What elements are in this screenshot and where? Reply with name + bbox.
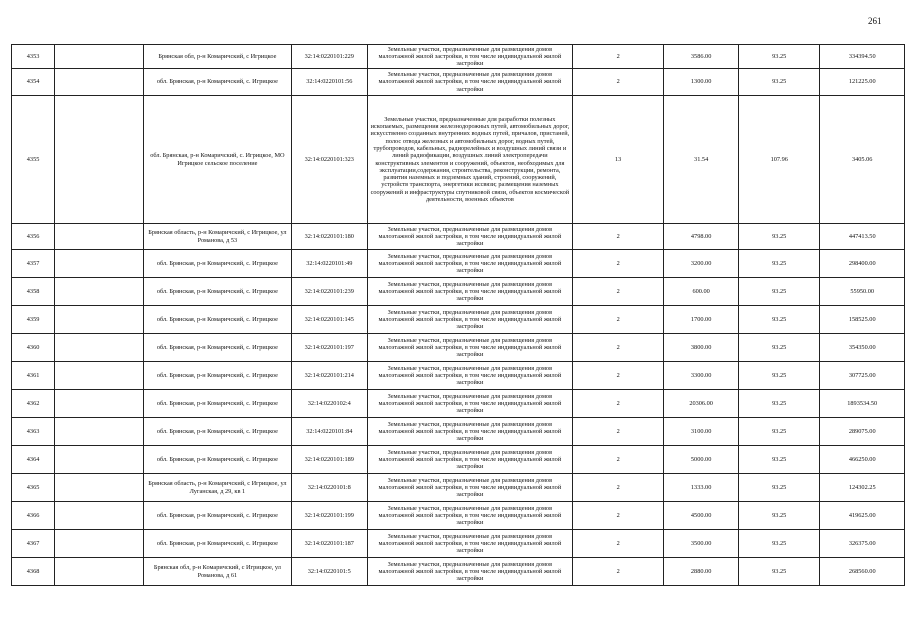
specific-value-cell: 93.25 bbox=[739, 250, 820, 278]
empty-cell bbox=[55, 530, 144, 558]
group-number-cell: 2 bbox=[573, 502, 664, 530]
area-cell: 2880.00 bbox=[664, 558, 739, 586]
empty-cell bbox=[55, 250, 144, 278]
address-cell: обл. Брянская, р-н Комаричский, с. Игрицкое bbox=[143, 69, 291, 96]
empty-cell bbox=[55, 418, 144, 446]
cadastral-number-cell: 32:14:0220101:49 bbox=[291, 250, 367, 278]
group-number-cell: 2 bbox=[573, 418, 664, 446]
address-cell: обл. Брянская, р-н Комаричский, с. Игрицкое bbox=[143, 502, 291, 530]
row-number-cell: 4365 bbox=[12, 474, 55, 502]
land-use-purpose-cell: Земельные участки, предназначенные для размещения домов малоэтажной жилой застройки, в том числе индивидуальной жилой застройки bbox=[367, 45, 573, 69]
land-use-purpose-cell: Земельные участки, предназначенные для размещения домов малоэтажной жилой застройки, в том числе индивидуальной жилой застройки bbox=[367, 278, 573, 306]
group-number-cell: 2 bbox=[573, 278, 664, 306]
table-row bbox=[12, 474, 905, 502]
row-number-cell: 4366 bbox=[12, 502, 55, 530]
address-cell: обл. Брянская, р-н Комаричский, с. Игрицкое bbox=[143, 334, 291, 362]
specific-value-cell: 93.25 bbox=[739, 224, 820, 250]
area-cell: 3500.00 bbox=[664, 530, 739, 558]
table-row bbox=[12, 96, 905, 224]
specific-value-cell: 93.25 bbox=[739, 45, 820, 69]
land-use-purpose-cell: Земельные участки, предназначенные для размещения домов малоэтажной жилой застройки, в том числе индивидуальной жилой застройки bbox=[367, 306, 573, 334]
table-row bbox=[12, 278, 905, 306]
address-cell: обл. Брянская, р-н Комаричский, с. Игрицкое bbox=[143, 418, 291, 446]
cadastral-value-cell: 124302.25 bbox=[820, 474, 905, 502]
address-cell: обл. Брянская, р-н Комаричский, с. Игрицкое bbox=[143, 530, 291, 558]
cadastral-value-cell: 289075.00 bbox=[820, 418, 905, 446]
land-use-purpose-cell: Земельные участки, предназначенные для размещения домов малоэтажной жилой застройки, в том числе индивидуальной жилой застройки bbox=[367, 418, 573, 446]
cadastral-number-cell: 32:14:0220101:239 bbox=[291, 278, 367, 306]
cadastral-value-cell: 55950.00 bbox=[820, 278, 905, 306]
row-number-cell: 4358 bbox=[12, 278, 55, 306]
specific-value-cell: 93.25 bbox=[739, 278, 820, 306]
cadastral-value-cell: 3405.06 bbox=[820, 96, 905, 224]
cadastral-value-cell: 419625.00 bbox=[820, 502, 905, 530]
cadastral-number-cell: 32:14:0220101:323 bbox=[291, 96, 367, 224]
cadastral-value-cell: 466250.00 bbox=[820, 446, 905, 474]
empty-cell bbox=[55, 278, 144, 306]
land-use-purpose-cell: Земельные участки, предназначенные для размещения домов малоэтажной жилой застройки, в том числе индивидуальной жилой застройки bbox=[367, 334, 573, 362]
table-row bbox=[12, 446, 905, 474]
group-number-cell: 2 bbox=[573, 45, 664, 69]
land-use-purpose-cell: Земельные участки, предназначенные для размещения домов малоэтажной жилой застройки, в том числе индивидуальной жилой застройки bbox=[367, 530, 573, 558]
cadastral-number-cell: 32:14:0220101:8 bbox=[291, 474, 367, 502]
area-cell: 3200.00 bbox=[664, 250, 739, 278]
area-cell: 4798.00 bbox=[664, 224, 739, 250]
table-row bbox=[12, 558, 905, 586]
address-cell: Брянская обл, р-н Комаричский, с Игрицкое bbox=[143, 45, 291, 69]
cadastral-number-cell: 32:14:0220102:4 bbox=[291, 390, 367, 418]
group-number-cell: 2 bbox=[573, 362, 664, 390]
table-row bbox=[12, 69, 905, 96]
table-row bbox=[12, 250, 905, 278]
empty-cell bbox=[55, 446, 144, 474]
cadastral-number-cell: 32:14:0220101:145 bbox=[291, 306, 367, 334]
table-row bbox=[12, 334, 905, 362]
cadastral-value-cell: 307725.00 bbox=[820, 362, 905, 390]
cadastral-value-cell: 447413.50 bbox=[820, 224, 905, 250]
cadastral-number-cell: 32:14:0220101:56 bbox=[291, 69, 367, 96]
table-row bbox=[12, 362, 905, 390]
area-cell: 1333.00 bbox=[664, 474, 739, 502]
address-cell: обл. Брянская, р-н Комаричский, с. Игрицкое bbox=[143, 278, 291, 306]
empty-cell bbox=[55, 224, 144, 250]
cadastral-value-cell: 121225.00 bbox=[820, 69, 905, 96]
land-use-purpose-cell: Земельные участки, предназначенные для размещения домов малоэтажной жилой застройки, в том числе индивидуальной жилой застройки bbox=[367, 390, 573, 418]
cadastral-number-cell: 32:14:0220101:197 bbox=[291, 334, 367, 362]
row-number-cell: 4361 bbox=[12, 362, 55, 390]
address-cell: обл. Брянская, р-н Комаричский, с. Игрицкое, МО Игрицкое сельское поселение bbox=[143, 96, 291, 224]
specific-value-cell: 93.25 bbox=[739, 334, 820, 362]
specific-value-cell: 93.25 bbox=[739, 558, 820, 586]
area-cell: 1300.00 bbox=[664, 69, 739, 96]
empty-cell bbox=[55, 45, 144, 69]
address-cell: обл. Брянская, р-н Комаричский, с. Игрицкое bbox=[143, 250, 291, 278]
empty-cell bbox=[55, 69, 144, 96]
specific-value-cell: 93.25 bbox=[739, 390, 820, 418]
area-cell: 600.00 bbox=[664, 278, 739, 306]
group-number-cell: 2 bbox=[573, 306, 664, 334]
specific-value-cell: 93.25 bbox=[739, 474, 820, 502]
group-number-cell: 2 bbox=[573, 530, 664, 558]
empty-cell bbox=[55, 362, 144, 390]
table-row bbox=[12, 502, 905, 530]
area-cell: 31.54 bbox=[664, 96, 739, 224]
empty-cell bbox=[55, 558, 144, 586]
empty-cell bbox=[55, 306, 144, 334]
address-cell: обл. Брянская, р-н Комаричский, с. Игрицкое bbox=[143, 446, 291, 474]
group-number-cell: 13 bbox=[573, 96, 664, 224]
table-row bbox=[12, 45, 905, 69]
empty-cell bbox=[55, 334, 144, 362]
cadastral-number-cell: 32:14:0220101:5 bbox=[291, 558, 367, 586]
group-number-cell: 2 bbox=[573, 558, 664, 586]
cadastral-value-cell: 326375.00 bbox=[820, 530, 905, 558]
address-cell: Брянская область, р-н Комаричский, с Игрицкое, ул Луганская, д 29, кв 1 bbox=[143, 474, 291, 502]
row-number-cell: 4355 bbox=[12, 96, 55, 224]
table-row bbox=[12, 390, 905, 418]
page-number: 261 bbox=[868, 16, 882, 26]
land-use-purpose-cell: Земельные участки, предназначенные для размещения домов малоэтажной жилой застройки, в том числе индивидуальной жилой застройки bbox=[367, 502, 573, 530]
row-number-cell: 4360 bbox=[12, 334, 55, 362]
cadastral-value-cell: 334394.50 bbox=[820, 45, 905, 69]
area-cell: 5000.00 bbox=[664, 446, 739, 474]
row-number-cell: 4363 bbox=[12, 418, 55, 446]
table-row bbox=[12, 418, 905, 446]
specific-value-cell: 93.25 bbox=[739, 69, 820, 96]
area-cell: 3300.00 bbox=[664, 362, 739, 390]
table-row bbox=[12, 530, 905, 558]
row-number-cell: 4364 bbox=[12, 446, 55, 474]
cadastral-value-cell: 1893534.50 bbox=[820, 390, 905, 418]
area-cell: 3586.00 bbox=[664, 45, 739, 69]
group-number-cell: 2 bbox=[573, 474, 664, 502]
empty-cell bbox=[55, 390, 144, 418]
cadastral-number-cell: 32:14:0220101:199 bbox=[291, 502, 367, 530]
table-body bbox=[12, 45, 905, 586]
specific-value-cell: 93.25 bbox=[739, 418, 820, 446]
area-cell: 20306.00 bbox=[664, 390, 739, 418]
address-cell: обл. Брянская, р-н Комаричский, с. Игрицкое bbox=[143, 362, 291, 390]
row-number-cell: 4367 bbox=[12, 530, 55, 558]
cadastral-number-cell: 32:14:0220101:214 bbox=[291, 362, 367, 390]
cadastral-number-cell: 32:14:0220101:189 bbox=[291, 446, 367, 474]
address-cell: Брянская область, р-н Комаричский, с Игрицкое, ул Романова, д 53 bbox=[143, 224, 291, 250]
land-use-purpose-cell: Земельные участки, предназначенные для размещения домов малоэтажной жилой застройки, в том числе индивидуальной жилой застройки bbox=[367, 474, 573, 502]
address-cell: Брянская обл, р-н Комаричский, с Игрицкое, ул Романова, д 61 bbox=[143, 558, 291, 586]
land-use-purpose-cell: Земельные участки, предназначенные для размещения домов малоэтажной жилой застройки, в том числе индивидуальной жилой застройки bbox=[367, 362, 573, 390]
land-use-purpose-cell: Земельные участки, предназначенные для размещения домов малоэтажной жилой застройки, в том числе индивидуальной жилой застройки bbox=[367, 224, 573, 250]
cadastral-number-cell: 32:14:0220101:229 bbox=[291, 45, 367, 69]
land-use-purpose-cell: Земельные участки, предназначенные для размещения домов малоэтажной жилой застройки, в том числе индивидуальной жилой застройки bbox=[367, 250, 573, 278]
row-number-cell: 4359 bbox=[12, 306, 55, 334]
specific-value-cell: 93.25 bbox=[739, 362, 820, 390]
cadastral-value-cell: 354350.00 bbox=[820, 334, 905, 362]
empty-cell bbox=[55, 96, 144, 224]
area-cell: 4500.00 bbox=[664, 502, 739, 530]
address-cell: обл. Брянская, р-н Комаричский, с. Игрицкое bbox=[143, 390, 291, 418]
land-use-purpose-cell: Земельные участки, предназначенные для размещения домов малоэтажной жилой застройки, в том числе индивидуальной жилой застройки bbox=[367, 558, 573, 586]
group-number-cell: 2 bbox=[573, 69, 664, 96]
cadastral-number-cell: 32:14:0220101:187 bbox=[291, 530, 367, 558]
area-cell: 1700.00 bbox=[664, 306, 739, 334]
land-cadastral-value-table bbox=[11, 44, 905, 586]
row-number-cell: 4353 bbox=[12, 45, 55, 69]
table-row bbox=[12, 306, 905, 334]
cadastral-number-cell: 32:14:0220101:84 bbox=[291, 418, 367, 446]
cadastral-value-cell: 298400.00 bbox=[820, 250, 905, 278]
specific-value-cell: 107.96 bbox=[739, 96, 820, 224]
group-number-cell: 2 bbox=[573, 334, 664, 362]
group-number-cell: 2 bbox=[573, 390, 664, 418]
row-number-cell: 4357 bbox=[12, 250, 55, 278]
cadastral-value-cell: 268560.00 bbox=[820, 558, 905, 586]
specific-value-cell: 93.25 bbox=[739, 446, 820, 474]
cadastral-value-cell: 158525.00 bbox=[820, 306, 905, 334]
row-number-cell: 4354 bbox=[12, 69, 55, 96]
specific-value-cell: 93.25 bbox=[739, 502, 820, 530]
address-cell: обл. Брянская, р-н Комаричский, с. Игрицкое bbox=[143, 306, 291, 334]
land-use-purpose-cell: Земельные участки, предназначенные для размещения домов малоэтажной жилой застройки, в том числе индивидуальной жилой застройки bbox=[367, 69, 573, 96]
specific-value-cell: 93.25 bbox=[739, 530, 820, 558]
area-cell: 3100.00 bbox=[664, 418, 739, 446]
land-use-purpose-cell: Земельные участки, предназначенные для разработки полезных ископаемых, размещения железнодорожных путей, автомобильных дорог, искусственно созданных внутренних водных путей, причалов, пристаней, полос отвода железных и автомобильных дорог, водных путей, трубопроводов, кабельных, радиорелейных и воздушных линий связи и линий радиофикации, воздушных линий электропередачи конструктивных элементов и сооружений, объектов, необходимых для эксплуатации,содержания, строительства, реконструкции, ремонта, развития наземных и подземных зданий, строений, сооружений, устройств транспорта, энергетики иссвязи; размещения наземных сооружений и инфраструктуры спутниковой связи, объектов космической деятельности, военных объектов bbox=[367, 96, 573, 224]
row-number-cell: 4362 bbox=[12, 390, 55, 418]
specific-value-cell: 93.25 bbox=[739, 306, 820, 334]
area-cell: 3800.00 bbox=[664, 334, 739, 362]
row-number-cell: 4356 bbox=[12, 224, 55, 250]
table-row bbox=[12, 224, 905, 250]
group-number-cell: 2 bbox=[573, 446, 664, 474]
group-number-cell: 2 bbox=[573, 250, 664, 278]
row-number-cell: 4368 bbox=[12, 558, 55, 586]
land-use-purpose-cell: Земельные участки, предназначенные для размещения домов малоэтажной жилой застройки, в том числе индивидуальной жилой застройки bbox=[367, 446, 573, 474]
cadastral-number-cell: 32:14:0220101:180 bbox=[291, 224, 367, 250]
empty-cell bbox=[55, 474, 144, 502]
empty-cell bbox=[55, 502, 144, 530]
group-number-cell: 2 bbox=[573, 224, 664, 250]
